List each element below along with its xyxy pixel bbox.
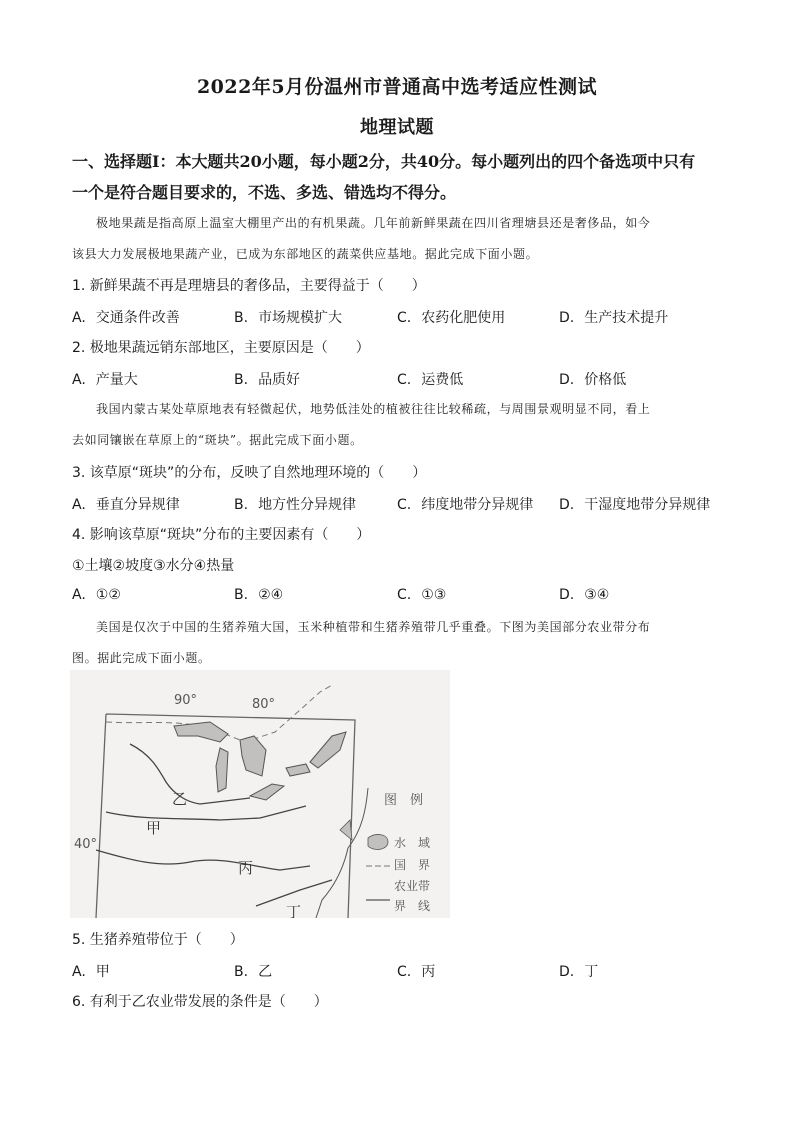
passage-3-line1: 美国是仅次于中国的生猪养殖大国，玉米种植带和生猪养殖带几乎重叠。下图为美国部分农业带分布 [96, 620, 651, 634]
exam-subtitle: 地理试题 [360, 117, 434, 138]
passage-2-line2: 去如同镶嵌在草原上的“斑块”。据此完成下面小题。 [72, 433, 363, 447]
option-a: A. 产量大 [72, 372, 138, 388]
option-d: D. ③④ [559, 587, 610, 603]
passage-1 [72, 208, 724, 270]
question-2-stem: 2. 极地果蔬远销东部地区，主要原因是（ ） [72, 340, 370, 356]
question-4-stem: 4. 影响该草原“斑块”分布的主要因素有（ ） [72, 527, 371, 543]
option-b: B. 市场规模扩大 [234, 310, 343, 326]
exam-title: 2022年5月份温州市普通高中选考适应性测试 [196, 76, 598, 98]
option-d: D. 价格低 [559, 372, 627, 388]
section-heading [72, 146, 732, 208]
question-5-stem: 5. 生猪养殖带位于（ ） [72, 932, 244, 948]
question-6-stem: 6. 有利于乙农业带发展的条件是（ ） [72, 994, 328, 1010]
question-4-options [72, 587, 732, 607]
passage-3-line2: 图。据此完成下面小题。 [72, 651, 211, 665]
legend-title: 图 例 [384, 793, 424, 808]
option-c: C. ①③ [397, 587, 447, 603]
legend-water-label: 水 域 [394, 836, 431, 850]
question-5-options [72, 961, 732, 981]
option-d: D. 丁 [559, 964, 599, 980]
legend-border-label: 国 界 [394, 858, 431, 872]
zone-jia-label: 甲 [146, 819, 162, 837]
option-c: C. 丙 [397, 964, 436, 980]
lon-90-label: 90° [174, 693, 198, 708]
section-heading-line1: 一、选择题Ⅰ：本大题共20小题，每小题2分，共40分。每小题列出的四个备选项中只有 [72, 152, 696, 171]
question-3-stem: 3. 该草原“斑块”的分布，反映了自然地理环境的（ ） [72, 465, 427, 481]
option-b: B. 乙 [234, 964, 273, 980]
option-c: C. 纬度地带分异规律 [397, 497, 534, 513]
question-2-options [72, 369, 732, 389]
lat-40-label: 40° [74, 837, 98, 852]
passage-2-line1: 我国内蒙古某处草原地表有轻微起伏，地势低洼处的植被往往比较稀疏，与周围景观明显不同，看上 [96, 402, 651, 416]
option-d: D. 干湿度地带分异规律 [559, 497, 711, 513]
question-3-options [72, 494, 732, 514]
passage-3 [72, 612, 724, 674]
option-b: B. ②④ [234, 587, 284, 603]
section-heading-line2: 一个是符合题目要求的，不选、多选、错选均不得分。 [72, 183, 457, 202]
legend-zone-label-2: 界 线 [394, 899, 431, 913]
option-a: A. 甲 [72, 964, 110, 980]
option-b: B. 地方性分异规律 [234, 497, 357, 513]
question-1-stem: 1. 新鲜果蔬不再是理塘县的奢侈品，主要得益于（ ） [72, 278, 426, 294]
map-svg [70, 670, 450, 918]
option-a: A. 垂直分异规律 [72, 497, 180, 513]
passage-1-line1: 极地果蔬是指高原上温室大棚里产出的有机果蔬。几年前新鲜果蔬在四川省理塘县还是奢侈品，如今 [96, 216, 651, 230]
option-d: D. 生产技术提升 [559, 310, 669, 326]
zone-ding-label: 丁 [286, 903, 302, 918]
zone-yi-label: 乙 [172, 790, 188, 808]
passage-2 [72, 394, 724, 456]
question-1-options [72, 307, 732, 327]
option-a: A. 交通条件改善 [72, 310, 180, 326]
legend-zone-label-1: 农业带 [394, 879, 431, 893]
option-a: A. ①② [72, 587, 121, 603]
option-b: B. 品质好 [234, 372, 301, 388]
question-4-factors: ①土壤②坡度③水分④热量 [72, 558, 235, 574]
passage-1-line2: 该县大力发展极地果蔬产业，已成为东部地区的蔬菜供应基地。据此完成下面小题。 [72, 247, 539, 261]
lon-80-label: 80° [252, 697, 276, 712]
option-c: C. 运费低 [397, 372, 464, 388]
option-c: C. 农药化肥使用 [397, 310, 506, 326]
us-agriculture-map [70, 670, 450, 918]
zone-bing-label: 丙 [238, 859, 254, 877]
legend-water-swatch [368, 835, 388, 850]
